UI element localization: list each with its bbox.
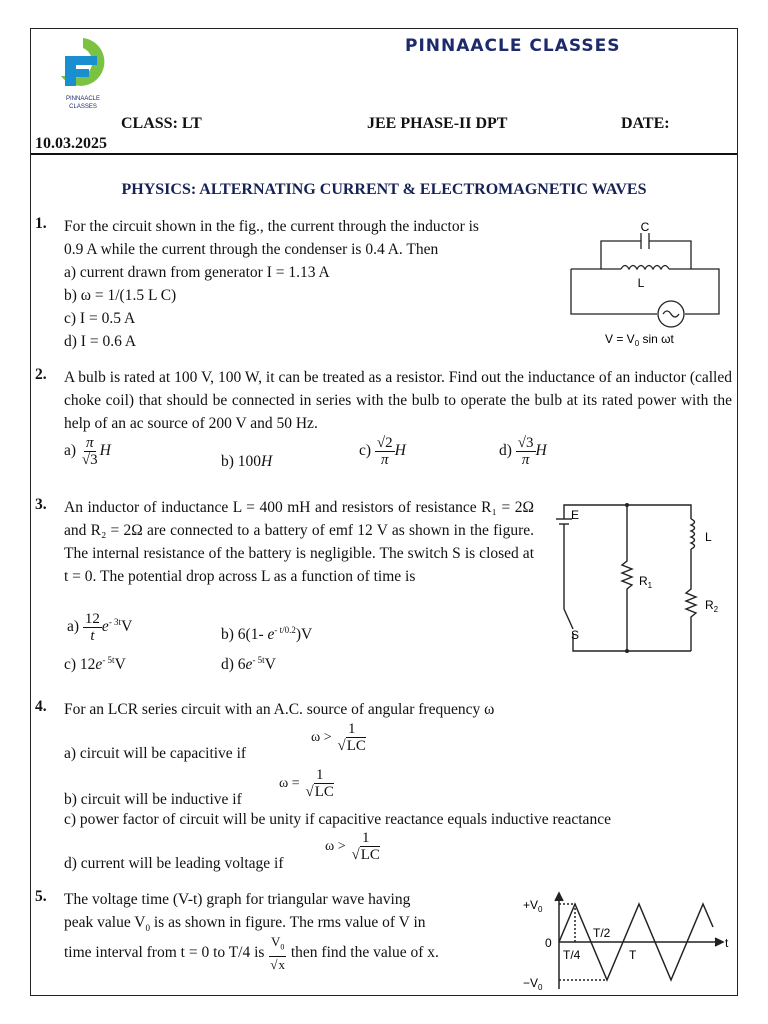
q1-circuit-diagram (561, 219, 731, 349)
q2-option-b: b) 100H (221, 453, 273, 470)
q3-fig-E: E (571, 508, 580, 522)
q4-option-a: a) circuit will be capacitive if (64, 745, 247, 762)
q5-fig-zero: 0 (545, 936, 552, 950)
q1-line1: For the circuit shown in the fig., the current through the inductor is (64, 218, 479, 235)
q3-option-b: b) 6(1- $e^{- t/0.2})V$ (221, 625, 313, 644)
q4-text: For an LCR series circuit with an A.C. source of angular frequency ω (64, 701, 495, 718)
q3-fig-R2: $R_2$ (705, 598, 719, 614)
q1-fig-ind-label: L (637, 276, 645, 290)
q5-fig-vpos: $+V_0$ (523, 898, 543, 914)
q1-line2: 0.9 A while the current through the condenser is 0.4 A. Then (64, 241, 439, 258)
q4-option-b-expr: ω = $\frac{1}{√LC}$ (279, 767, 334, 800)
logo-text-2: CLASSES (69, 104, 97, 110)
date-value: 10.03.2025 (35, 135, 107, 152)
q5-number: 5. (35, 888, 47, 905)
q2-number: 2. (35, 366, 47, 383)
q1-fig-cap-label: C (640, 220, 650, 234)
date-label: DATE: (621, 115, 670, 132)
q1-option-a: a) current drawn from generator I = 1.13 A (64, 264, 330, 281)
exam-label: JEE PHASE-II DPT (367, 115, 508, 132)
q4-option-d-expr: ω > $\frac{1}{√LC}$ (325, 830, 380, 863)
header-divider (31, 153, 737, 155)
pinnaacle-logo (53, 34, 113, 112)
q4-number: 4. (35, 698, 47, 715)
class-label: CLASS: LT (121, 115, 202, 132)
q1-block (64, 215, 564, 353)
worksheet-page (30, 28, 738, 996)
q5-fig-t: t (725, 936, 729, 950)
q5-line2: peak value $V_0$ is as shown in figure. The rms value of V in (64, 914, 426, 934)
q1-fig-source-label: $V = V_0$ sin ωt (605, 332, 674, 348)
q5-fig-vneg: $-V_0$ (523, 976, 543, 992)
q3-option-a: a) $\frac{12}{t}$ $e^{- 3t}V$ (67, 611, 133, 644)
q3-option-d: d) $6e^{- 5t}V$ (221, 655, 276, 674)
q3-circuit-diagram (549, 499, 735, 659)
q2-text: A bulb is rated at 100 V, 100 W, it can be treated as a resistor. Find out the inductance of an inductor (called choke coil) that should be connected in series with the bulb to operate the bulb at its rated power with the help of an ac source of 200 V and 50 Hz. (64, 369, 732, 432)
q3-number: 3. (35, 496, 47, 513)
q1-option-b: b) ω = 1/(1.5 L C) (64, 287, 177, 304)
q3-text: An inductor of inductance L = 400 mH and resistors of resistance R₁ = 2Ω and R₂ = 2Ω are connected to a battery of emf 12 V as shown in the figure. The internal resistance of the battery is negligible. The switch S is closed at t = 0. The potential drop across L as a function of time is (64, 499, 534, 585)
q5-triangular-wave-graph (513, 889, 733, 995)
q3-fig-S: S (571, 628, 580, 642)
q4-option-d: d) current will be leading voltage if (64, 855, 284, 872)
q1-option-c: c) I = 0.5 A (64, 310, 136, 327)
q4-option-c: c) power factor of circuit will be unity if capacitive reactance equals inductive reactance (64, 811, 611, 828)
q5-line3: time interval from t = 0 to T/4 is $\frac{V_0}{√x}$ then find the value of x. (64, 934, 439, 972)
q5-line1: The voltage time (V-t) graph for triangular wave having (64, 891, 411, 908)
logo-text-1: PINNAACLE (65, 96, 101, 102)
q3-fig-L: L (705, 530, 712, 544)
q1-number: 1. (35, 215, 47, 232)
q3-fig-R1: $R_1$ (639, 574, 653, 590)
q3-option-c: c) $12e^{- 5t}V$ (64, 655, 126, 674)
q5-fig-T: T (629, 948, 637, 962)
q5-fig-t2: T/2 (593, 926, 611, 940)
q4-option-a-expr: ω > $\frac{1}{√LC}$ (311, 721, 366, 754)
q4-option-b: b) circuit will be inductive if (64, 791, 242, 808)
q2-option-a: a) $\frac{\pi}{√3}$ H (64, 435, 111, 468)
q5-fig-t4: T/4 (563, 948, 581, 962)
q2-option-d: d) $\frac{√3}{\pi}$ H (499, 435, 547, 468)
subject-title: PHYSICS: ALTERNATING CURRENT & ELECTROMAGNETIC WAVES (121, 181, 647, 198)
brand-name: PINNAACLE CLASSES (405, 36, 621, 56)
q1-option-d: d) I = 0.6 A (64, 333, 137, 350)
q2-option-c: c) $\frac{√2}{\pi}$ H (359, 435, 406, 468)
